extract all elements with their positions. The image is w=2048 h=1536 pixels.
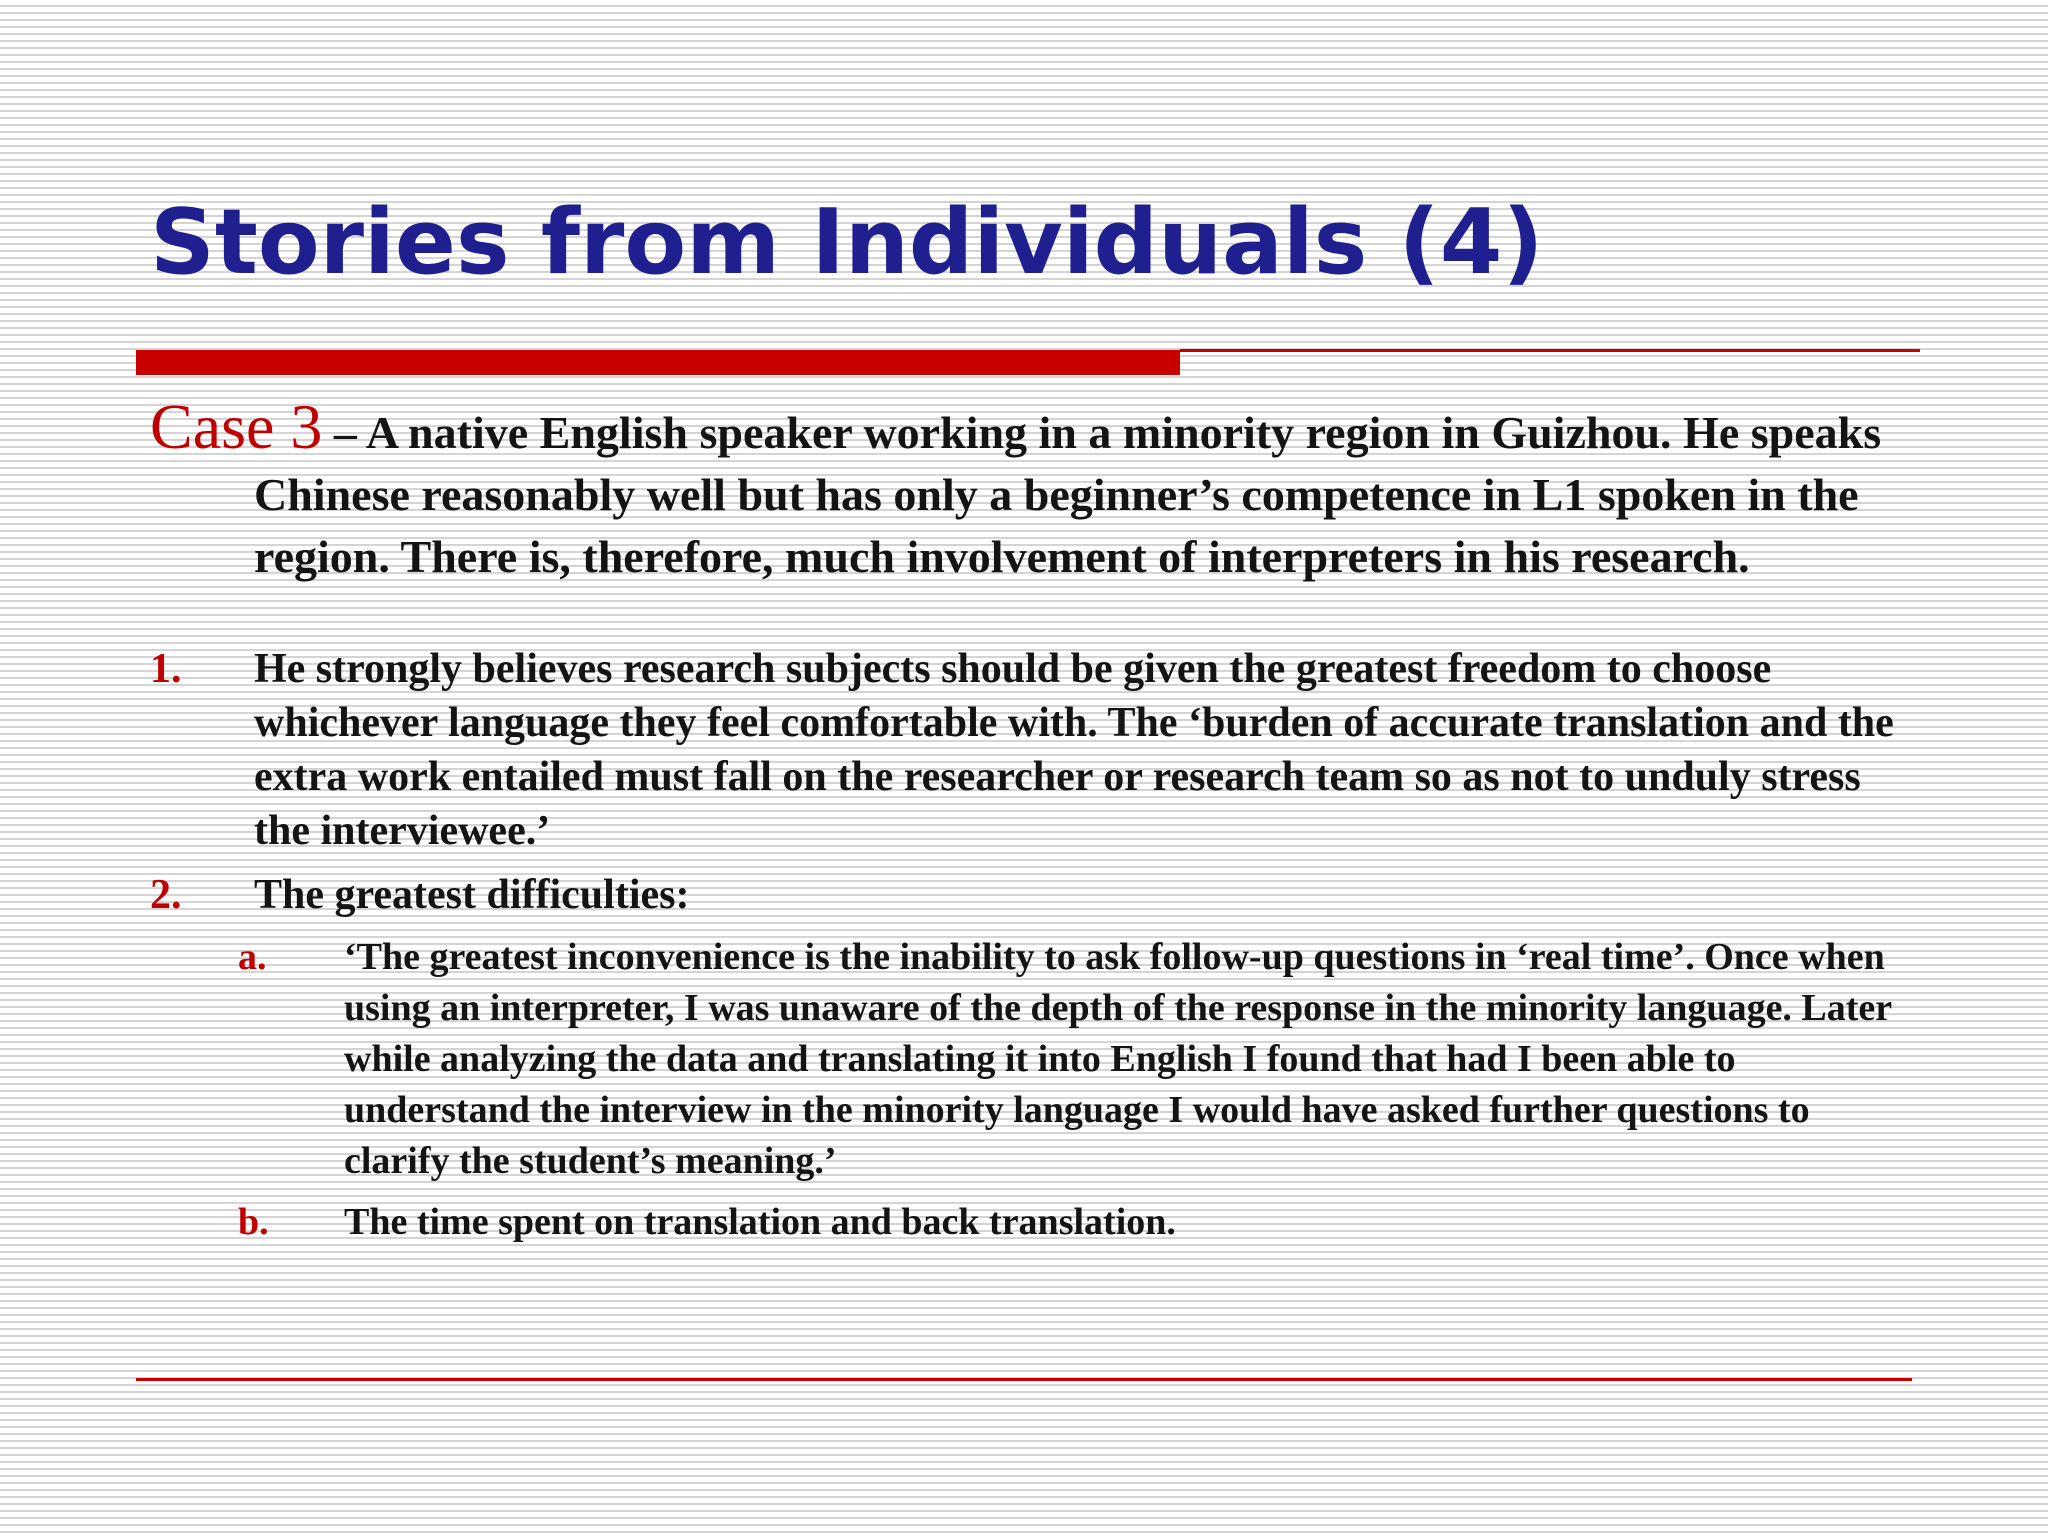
sub-list-item (150, 1197, 1910, 1248)
list-item-text: The greatest difficulties: (254, 872, 690, 918)
list-item (150, 868, 1910, 922)
case-intro (150, 391, 1910, 588)
sub-list-item-text: ‘The greatest inconvenience is the inability to ask follow-up questions in ‘real time’. Once when using an interpreter, I was unaware of the depth of the response in the minority language. Later while analyzing the data and translating it into English I found that had I been able to understand the interview in the minority language I would have asked further questions to clarify the student’s meaning.’ (344, 936, 1892, 1182)
slide-body (150, 391, 1910, 1258)
list-number: 1. (150, 646, 182, 692)
title-underline-thick (136, 350, 1180, 375)
numbered-list (150, 642, 1910, 1248)
case-label: Case 3 (150, 391, 323, 462)
case-description: – A native English speaker working in a minority region in Guizhou. He speaks Chinese reasonably well but has only a beginner’s competence in L1 spoken in the region. There is, therefore, much involvement of interpreters in his research. (254, 407, 1882, 582)
sub-list-letter: a. (238, 936, 267, 978)
list-number: 2. (150, 872, 182, 918)
slide-title: Stories from Individuals (4) (150, 190, 1544, 295)
sub-list-item-text: The time spent on translation and back translation. (344, 1201, 1176, 1243)
list-item-text: He strongly believes research subjects should be given the greatest freedom to choose whichever language they feel comfortable with. The ‘burden of accurate translation and the extra work entailed must fall on the researcher or research team so as not to unduly stress the interviewee.’ (254, 646, 1894, 854)
list-item (150, 642, 1910, 858)
title-underline-thin (1180, 349, 1920, 352)
footer-rule (136, 1378, 1912, 1381)
sub-list-letter: b. (238, 1201, 269, 1243)
sub-list-item (150, 932, 1910, 1187)
